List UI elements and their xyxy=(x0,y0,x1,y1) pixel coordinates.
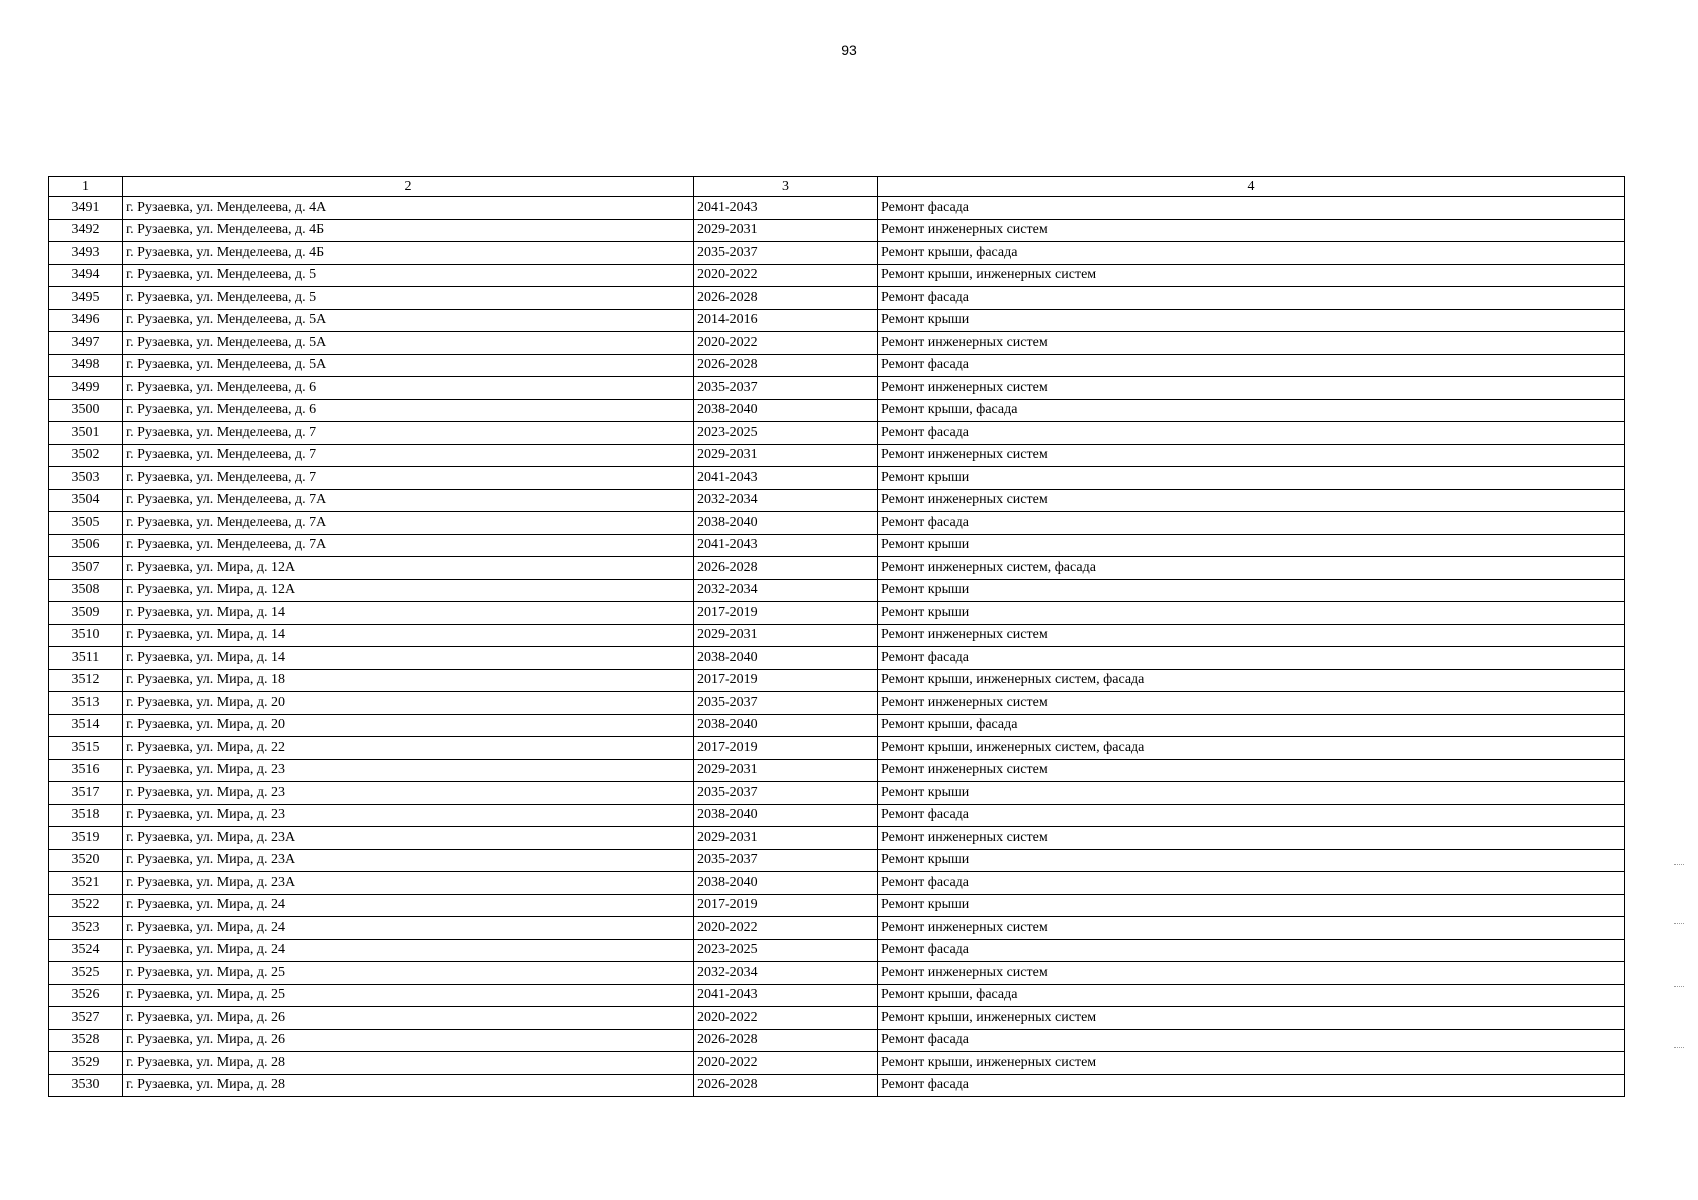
cell-number: 3511 xyxy=(49,647,123,670)
cell-work-type: Ремонт крыши, фасада xyxy=(878,714,1625,737)
table-row xyxy=(49,624,1625,647)
cell-address: г. Рузаевка, ул. Мира, д. 22 xyxy=(123,737,694,760)
scan-mark xyxy=(1674,864,1684,865)
cell-period: 2038-2040 xyxy=(694,872,878,895)
cell-period: 2038-2040 xyxy=(694,647,878,670)
cell-period: 2029-2031 xyxy=(694,624,878,647)
cell-number: 3495 xyxy=(49,287,123,310)
cell-number: 3499 xyxy=(49,377,123,400)
cell-number: 3522 xyxy=(49,894,123,917)
table-row xyxy=(49,264,1625,287)
cell-address: г. Рузаевка, ул. Мира, д. 25 xyxy=(123,984,694,1007)
cell-work-type: Ремонт крыши xyxy=(878,309,1625,332)
cell-work-type: Ремонт инженерных систем xyxy=(878,692,1625,715)
cell-work-type: Ремонт инженерных систем xyxy=(878,917,1625,940)
table-row xyxy=(49,602,1625,625)
cell-period: 2041-2043 xyxy=(694,984,878,1007)
cell-address: г. Рузаевка, ул. Мира, д. 28 xyxy=(123,1052,694,1075)
cell-period: 2020-2022 xyxy=(694,1007,878,1030)
cell-number: 3494 xyxy=(49,264,123,287)
cell-work-type: Ремонт крыши xyxy=(878,534,1625,557)
cell-period: 2041-2043 xyxy=(694,534,878,557)
cell-period: 2035-2037 xyxy=(694,377,878,400)
table-row xyxy=(49,197,1625,220)
cell-number: 3512 xyxy=(49,669,123,692)
cell-period: 2038-2040 xyxy=(694,714,878,737)
table-row xyxy=(49,669,1625,692)
cell-period: 2032-2034 xyxy=(694,489,878,512)
page-number: 93 xyxy=(841,42,857,58)
table-row xyxy=(49,962,1625,985)
cell-number: 3523 xyxy=(49,917,123,940)
table-body xyxy=(49,197,1625,1097)
cell-work-type: Ремонт фасада xyxy=(878,354,1625,377)
cell-address: г. Рузаевка, ул. Мира, д. 28 xyxy=(123,1074,694,1097)
cell-work-type: Ремонт крыши, инженерных систем xyxy=(878,1007,1625,1030)
table-row xyxy=(49,1029,1625,1052)
table-row xyxy=(49,444,1625,467)
cell-number: 3496 xyxy=(49,309,123,332)
table-row xyxy=(49,1074,1625,1097)
header-row xyxy=(49,177,1625,197)
cell-work-type: Ремонт фасада xyxy=(878,197,1625,220)
table-row xyxy=(49,579,1625,602)
cell-period: 2020-2022 xyxy=(694,332,878,355)
table-row xyxy=(49,917,1625,940)
table-row xyxy=(49,242,1625,265)
table-row xyxy=(49,557,1625,580)
column-header-3: 3 xyxy=(694,177,878,197)
cell-period: 2038-2040 xyxy=(694,512,878,535)
cell-period: 2020-2022 xyxy=(694,1052,878,1075)
table-row xyxy=(49,939,1625,962)
table-row xyxy=(49,467,1625,490)
table-row xyxy=(49,309,1625,332)
scan-mark xyxy=(1674,923,1684,924)
table-row xyxy=(49,737,1625,760)
cell-address: г. Рузаевка, ул. Мира, д. 25 xyxy=(123,962,694,985)
cell-address: г. Рузаевка, ул. Мира, д. 12А xyxy=(123,557,694,580)
cell-number: 3504 xyxy=(49,489,123,512)
cell-period: 2017-2019 xyxy=(694,669,878,692)
cell-number: 3521 xyxy=(49,872,123,895)
cell-address: г. Рузаевка, ул. Менделеева, д. 7А xyxy=(123,512,694,535)
cell-address: г. Рузаевка, ул. Мира, д. 20 xyxy=(123,692,694,715)
cell-work-type: Ремонт фасада xyxy=(878,1074,1625,1097)
cell-work-type: Ремонт инженерных систем xyxy=(878,962,1625,985)
cell-address: г. Рузаевка, ул. Менделеева, д. 5А xyxy=(123,354,694,377)
table-row xyxy=(49,894,1625,917)
cell-number: 3508 xyxy=(49,579,123,602)
cell-number: 3497 xyxy=(49,332,123,355)
cell-number: 3493 xyxy=(49,242,123,265)
cell-period: 2017-2019 xyxy=(694,602,878,625)
cell-period: 2038-2040 xyxy=(694,804,878,827)
cell-work-type: Ремонт крыши, фасада xyxy=(878,984,1625,1007)
cell-address: г. Рузаевка, ул. Мира, д. 14 xyxy=(123,624,694,647)
cell-address: г. Рузаевка, ул. Менделеева, д. 7 xyxy=(123,422,694,445)
table-row xyxy=(49,872,1625,895)
cell-number: 3514 xyxy=(49,714,123,737)
cell-period: 2020-2022 xyxy=(694,264,878,287)
cell-work-type: Ремонт фасада xyxy=(878,422,1625,445)
cell-work-type: Ремонт инженерных систем xyxy=(878,489,1625,512)
cell-number: 3524 xyxy=(49,939,123,962)
cell-work-type: Ремонт инженерных систем, фасада xyxy=(878,557,1625,580)
cell-work-type: Ремонт инженерных систем xyxy=(878,332,1625,355)
cell-period: 2020-2022 xyxy=(694,917,878,940)
cell-address: г. Рузаевка, ул. Мира, д. 14 xyxy=(123,602,694,625)
cell-number: 3507 xyxy=(49,557,123,580)
cell-address: г. Рузаевка, ул. Менделеева, д. 4Б xyxy=(123,242,694,265)
table-row xyxy=(49,332,1625,355)
cell-work-type: Ремонт крыши xyxy=(878,467,1625,490)
cell-period: 2035-2037 xyxy=(694,849,878,872)
cell-work-type: Ремонт крыши, инженерных систем xyxy=(878,264,1625,287)
cell-address: г. Рузаевка, ул. Менделеева, д. 4А xyxy=(123,197,694,220)
repair-schedule-table xyxy=(48,176,1625,1097)
cell-number: 3506 xyxy=(49,534,123,557)
cell-period: 2038-2040 xyxy=(694,399,878,422)
table-header xyxy=(49,177,1625,197)
cell-address: г. Рузаевка, ул. Менделеева, д. 5А xyxy=(123,309,694,332)
cell-period: 2029-2031 xyxy=(694,444,878,467)
cell-address: г. Рузаевка, ул. Мира, д. 18 xyxy=(123,669,694,692)
cell-work-type: Ремонт фасада xyxy=(878,872,1625,895)
table-row xyxy=(49,489,1625,512)
cell-number: 3505 xyxy=(49,512,123,535)
cell-work-type: Ремонт инженерных систем xyxy=(878,444,1625,467)
cell-work-type: Ремонт фасада xyxy=(878,512,1625,535)
cell-period: 2035-2037 xyxy=(694,692,878,715)
cell-period: 2029-2031 xyxy=(694,219,878,242)
cell-work-type: Ремонт крыши xyxy=(878,602,1625,625)
cell-address: г. Рузаевка, ул. Менделеева, д. 5А xyxy=(123,332,694,355)
table-row xyxy=(49,984,1625,1007)
cell-work-type: Ремонт крыши xyxy=(878,894,1625,917)
table-row xyxy=(49,692,1625,715)
table-row xyxy=(49,377,1625,400)
cell-number: 3492 xyxy=(49,219,123,242)
cell-number: 3530 xyxy=(49,1074,123,1097)
cell-work-type: Ремонт инженерных систем xyxy=(878,759,1625,782)
cell-period: 2017-2019 xyxy=(694,737,878,760)
cell-work-type: Ремонт фасада xyxy=(878,1029,1625,1052)
cell-number: 3501 xyxy=(49,422,123,445)
cell-work-type: Ремонт фасада xyxy=(878,804,1625,827)
table-row xyxy=(49,219,1625,242)
cell-address: г. Рузаевка, ул. Мира, д. 23 xyxy=(123,804,694,827)
column-header-1: 1 xyxy=(49,177,123,197)
cell-number: 3498 xyxy=(49,354,123,377)
cell-address: г. Рузаевка, ул. Мира, д. 23 xyxy=(123,759,694,782)
scan-mark xyxy=(1674,986,1684,987)
table-row xyxy=(49,647,1625,670)
table-row xyxy=(49,287,1625,310)
cell-period: 2026-2028 xyxy=(694,287,878,310)
cell-address: г. Рузаевка, ул. Менделеева, д. 6 xyxy=(123,399,694,422)
cell-work-type: Ремонт инженерных систем xyxy=(878,219,1625,242)
cell-work-type: Ремонт крыши, инженерных систем, фасада xyxy=(878,669,1625,692)
table-row xyxy=(49,827,1625,850)
table-row xyxy=(49,759,1625,782)
cell-number: 3509 xyxy=(49,602,123,625)
cell-number: 3519 xyxy=(49,827,123,850)
cell-period: 2017-2019 xyxy=(694,894,878,917)
cell-number: 3513 xyxy=(49,692,123,715)
cell-period: 2014-2016 xyxy=(694,309,878,332)
cell-work-type: Ремонт фасада xyxy=(878,647,1625,670)
cell-number: 3516 xyxy=(49,759,123,782)
cell-address: г. Рузаевка, ул. Мира, д. 24 xyxy=(123,939,694,962)
cell-number: 3520 xyxy=(49,849,123,872)
scan-mark xyxy=(1674,1047,1684,1048)
cell-number: 3526 xyxy=(49,984,123,1007)
cell-work-type: Ремонт инженерных систем xyxy=(878,827,1625,850)
cell-number: 3529 xyxy=(49,1052,123,1075)
cell-address: г. Рузаевка, ул. Мира, д. 24 xyxy=(123,917,694,940)
cell-number: 3528 xyxy=(49,1029,123,1052)
cell-period: 2023-2025 xyxy=(694,939,878,962)
cell-work-type: Ремонт крыши, инженерных систем, фасада xyxy=(878,737,1625,760)
cell-address: г. Рузаевка, ул. Мира, д. 26 xyxy=(123,1029,694,1052)
cell-address: г. Рузаевка, ул. Мира, д. 14 xyxy=(123,647,694,670)
cell-number: 3517 xyxy=(49,782,123,805)
cell-number: 3502 xyxy=(49,444,123,467)
cell-number: 3510 xyxy=(49,624,123,647)
cell-work-type: Ремонт крыши xyxy=(878,579,1625,602)
table-row xyxy=(49,804,1625,827)
cell-address: г. Рузаевка, ул. Мира, д. 26 xyxy=(123,1007,694,1030)
cell-address: г. Рузаевка, ул. Мира, д. 24 xyxy=(123,894,694,917)
cell-period: 2032-2034 xyxy=(694,579,878,602)
cell-address: г. Рузаевка, ул. Менделеева, д. 5 xyxy=(123,264,694,287)
cell-period: 2032-2034 xyxy=(694,962,878,985)
table-row xyxy=(49,399,1625,422)
cell-period: 2041-2043 xyxy=(694,467,878,490)
cell-address: г. Рузаевка, ул. Мира, д. 12А xyxy=(123,579,694,602)
cell-work-type: Ремонт крыши, инженерных систем xyxy=(878,1052,1625,1075)
cell-work-type: Ремонт крыши xyxy=(878,849,1625,872)
cell-number: 3503 xyxy=(49,467,123,490)
cell-number: 3500 xyxy=(49,399,123,422)
table-row xyxy=(49,512,1625,535)
cell-number: 3518 xyxy=(49,804,123,827)
cell-address: г. Рузаевка, ул. Менделеева, д. 7 xyxy=(123,444,694,467)
table-row xyxy=(49,422,1625,445)
cell-period: 2026-2028 xyxy=(694,557,878,580)
table-row xyxy=(49,782,1625,805)
cell-address: г. Рузаевка, ул. Мира, д. 23А xyxy=(123,872,694,895)
cell-work-type: Ремонт фасада xyxy=(878,939,1625,962)
table-row xyxy=(49,714,1625,737)
cell-period: 2026-2028 xyxy=(694,354,878,377)
table-row xyxy=(49,354,1625,377)
cell-period: 2035-2037 xyxy=(694,242,878,265)
table-row xyxy=(49,1052,1625,1075)
cell-period: 2026-2028 xyxy=(694,1074,878,1097)
cell-period: 2029-2031 xyxy=(694,827,878,850)
cell-number: 3491 xyxy=(49,197,123,220)
cell-work-type: Ремонт инженерных систем xyxy=(878,377,1625,400)
cell-address: г. Рузаевка, ул. Менделеева, д. 5 xyxy=(123,287,694,310)
table-row xyxy=(49,534,1625,557)
column-header-4: 4 xyxy=(878,177,1625,197)
cell-period: 2029-2031 xyxy=(694,759,878,782)
cell-work-type: Ремонт крыши, фасада xyxy=(878,399,1625,422)
cell-work-type: Ремонт крыши, фасада xyxy=(878,242,1625,265)
cell-address: г. Рузаевка, ул. Мира, д. 23А xyxy=(123,827,694,850)
table-row xyxy=(49,1007,1625,1030)
cell-address: г. Рузаевка, ул. Менделеева, д. 6 xyxy=(123,377,694,400)
cell-address: г. Рузаевка, ул. Менделеева, д. 7 xyxy=(123,467,694,490)
cell-address: г. Рузаевка, ул. Мира, д. 23 xyxy=(123,782,694,805)
cell-address: г. Рузаевка, ул. Мира, д. 23А xyxy=(123,849,694,872)
cell-period: 2035-2037 xyxy=(694,782,878,805)
column-header-2: 2 xyxy=(123,177,694,197)
cell-number: 3525 xyxy=(49,962,123,985)
table-row xyxy=(49,849,1625,872)
cell-address: г. Рузаевка, ул. Менделеева, д. 7А xyxy=(123,534,694,557)
cell-period: 2023-2025 xyxy=(694,422,878,445)
cell-work-type: Ремонт фасада xyxy=(878,287,1625,310)
cell-address: г. Рузаевка, ул. Менделеева, д. 4Б xyxy=(123,219,694,242)
cell-number: 3527 xyxy=(49,1007,123,1030)
cell-period: 2026-2028 xyxy=(694,1029,878,1052)
cell-address: г. Рузаевка, ул. Мира, д. 20 xyxy=(123,714,694,737)
cell-period: 2041-2043 xyxy=(694,197,878,220)
cell-address: г. Рузаевка, ул. Менделеева, д. 7А xyxy=(123,489,694,512)
cell-number: 3515 xyxy=(49,737,123,760)
cell-work-type: Ремонт инженерных систем xyxy=(878,624,1625,647)
cell-work-type: Ремонт крыши xyxy=(878,782,1625,805)
